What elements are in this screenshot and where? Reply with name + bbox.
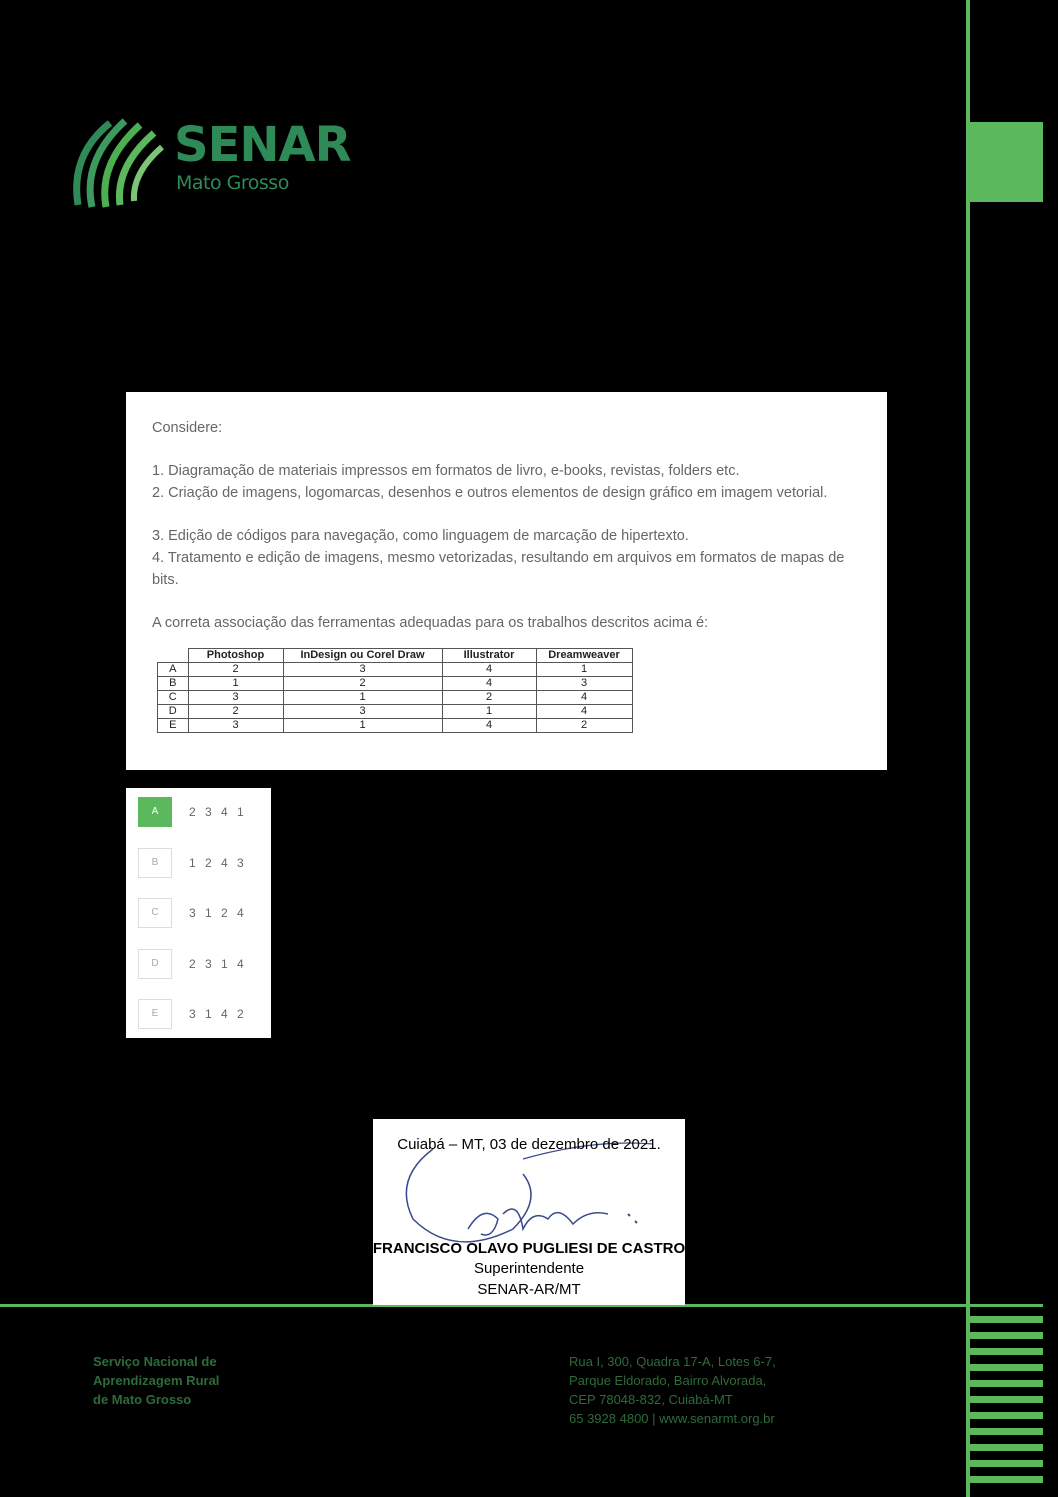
table-cell: 1 xyxy=(536,663,632,677)
option-c-text: 3 1 2 4 xyxy=(189,906,247,920)
table-cell: C xyxy=(158,691,189,705)
logo-subtitle: Mato Grosso xyxy=(176,172,289,194)
table-cell: E xyxy=(158,719,189,733)
table-cell: 3 xyxy=(188,719,283,733)
table-cell: 4 xyxy=(536,691,632,705)
table-cell: 3 xyxy=(283,663,442,677)
question-prompt: A correta associação das ferramentas adequadas para os trabalhos descritos acima é: xyxy=(152,615,709,631)
table-cell: 3 xyxy=(283,705,442,719)
table-cell: 4 xyxy=(536,705,632,719)
footer-org-line: Serviço Nacional de xyxy=(93,1354,217,1369)
table-cell: 2 xyxy=(536,719,632,733)
table-header-cell: Dreamweaver xyxy=(536,649,632,663)
table-cell: 3 xyxy=(188,691,283,705)
question-panel xyxy=(126,392,887,770)
green-stripe xyxy=(970,1476,1043,1483)
footer-address xyxy=(569,1352,776,1428)
table-cell: 2 xyxy=(442,691,536,705)
table-header-cell: InDesign ou Corel Draw xyxy=(283,649,442,663)
option-b-button[interactable]: B xyxy=(138,848,172,878)
table-cell: 4 xyxy=(442,719,536,733)
footer-org xyxy=(93,1352,219,1409)
table-row xyxy=(158,719,633,733)
table-cell: 2 xyxy=(188,663,283,677)
green-stripes xyxy=(970,1316,1043,1497)
option-e-button[interactable]: E xyxy=(138,999,172,1029)
option-b-text: 1 2 4 3 xyxy=(189,856,247,870)
question-item-4: 4. Tratamento e edição de imagens, mesmo vetorizadas, resultando em arquivos em formatos de mapas de bits. xyxy=(152,550,845,588)
green-stripe xyxy=(970,1428,1043,1435)
footer-address-line: Rua I, 300, Quadra 17-A, Lotes 6-7, xyxy=(569,1354,776,1369)
green-stripe xyxy=(970,1332,1043,1339)
table-cell: 4 xyxy=(442,677,536,691)
footer-address-line: Parque Eldorado, Bairro Alvorada, xyxy=(569,1373,767,1388)
place-date: Cuiabá – MT, 03 de dezembro de 2021. xyxy=(397,1136,661,1153)
signatory-role: Superintendente xyxy=(473,1260,585,1277)
option-d-text: 2 3 1 4 xyxy=(189,957,247,971)
green-stripe xyxy=(970,1316,1043,1323)
table-row xyxy=(158,677,633,691)
signatory-name: FRANCISCO OLAVO PUGLIESI DE CASTRO xyxy=(373,1240,685,1257)
table-cell: B xyxy=(158,677,189,691)
option-e-text: 3 1 4 2 xyxy=(189,1007,247,1021)
table-header-row xyxy=(158,649,633,663)
green-stripe xyxy=(970,1444,1043,1451)
question-item-1: 1. Diagramação de materiais impressos em formatos de livro, e-books, revistas, folders etc. xyxy=(152,463,740,479)
option-c-button[interactable]: C xyxy=(138,898,172,928)
table-header-cell xyxy=(158,649,189,663)
leaf-logo-icon xyxy=(70,115,170,210)
option-a-text: 2 3 4 1 xyxy=(189,805,247,819)
green-stripe xyxy=(970,1396,1043,1403)
option-d-button[interactable]: D xyxy=(138,949,172,979)
table-cell: 1 xyxy=(442,705,536,719)
green-vertical-rule xyxy=(966,0,970,1497)
footer-address-line: 65 3928 4800 | www.senarmt.org.br xyxy=(569,1411,775,1426)
option-a-button[interactable]: A xyxy=(138,797,172,827)
signatory-org: SENAR-AR/MT xyxy=(477,1281,581,1298)
footer-address-line: CEP 78048-832, Cuiabá-MT xyxy=(569,1392,733,1407)
footer-org-line: Aprendizagem Rural xyxy=(93,1373,220,1388)
logo-name: SENAR xyxy=(174,117,351,173)
table-cell: 3 xyxy=(536,677,632,691)
green-stripe xyxy=(970,1380,1043,1387)
green-stripe xyxy=(970,1460,1043,1467)
tools-table xyxy=(157,648,633,733)
green-stripe xyxy=(970,1364,1043,1371)
table-header-cell: Photoshop xyxy=(188,649,283,663)
footer-org-line: de Mato Grosso xyxy=(93,1392,192,1407)
green-stripe xyxy=(970,1412,1043,1419)
table-header-cell: Illustrator xyxy=(442,649,536,663)
table-cell: 1 xyxy=(188,677,283,691)
answer-options xyxy=(126,788,271,1038)
table-cell: 4 xyxy=(442,663,536,677)
table-cell: 2 xyxy=(188,705,283,719)
table-cell: 2 xyxy=(283,677,442,691)
table-cell: 1 xyxy=(283,719,442,733)
table-cell: 1 xyxy=(283,691,442,705)
signature-block xyxy=(373,1119,685,1305)
table-cell: A xyxy=(158,663,189,677)
question-item-3: 3. Edição de códigos para navegação, como linguagem de marcação de hipertexto. xyxy=(152,528,689,544)
table-row xyxy=(158,705,633,719)
table-row xyxy=(158,663,633,677)
question-intro: Considere: xyxy=(152,420,223,436)
senar-logo xyxy=(70,115,360,210)
table-cell: D xyxy=(158,705,189,719)
table-row xyxy=(158,691,633,705)
question-item-2: 2. Criação de imagens, logomarcas, desenhos e outros elementos de design gráfico em imagem vetorial. xyxy=(152,485,828,501)
green-stripe xyxy=(970,1348,1043,1355)
green-accent-block xyxy=(970,122,1043,202)
